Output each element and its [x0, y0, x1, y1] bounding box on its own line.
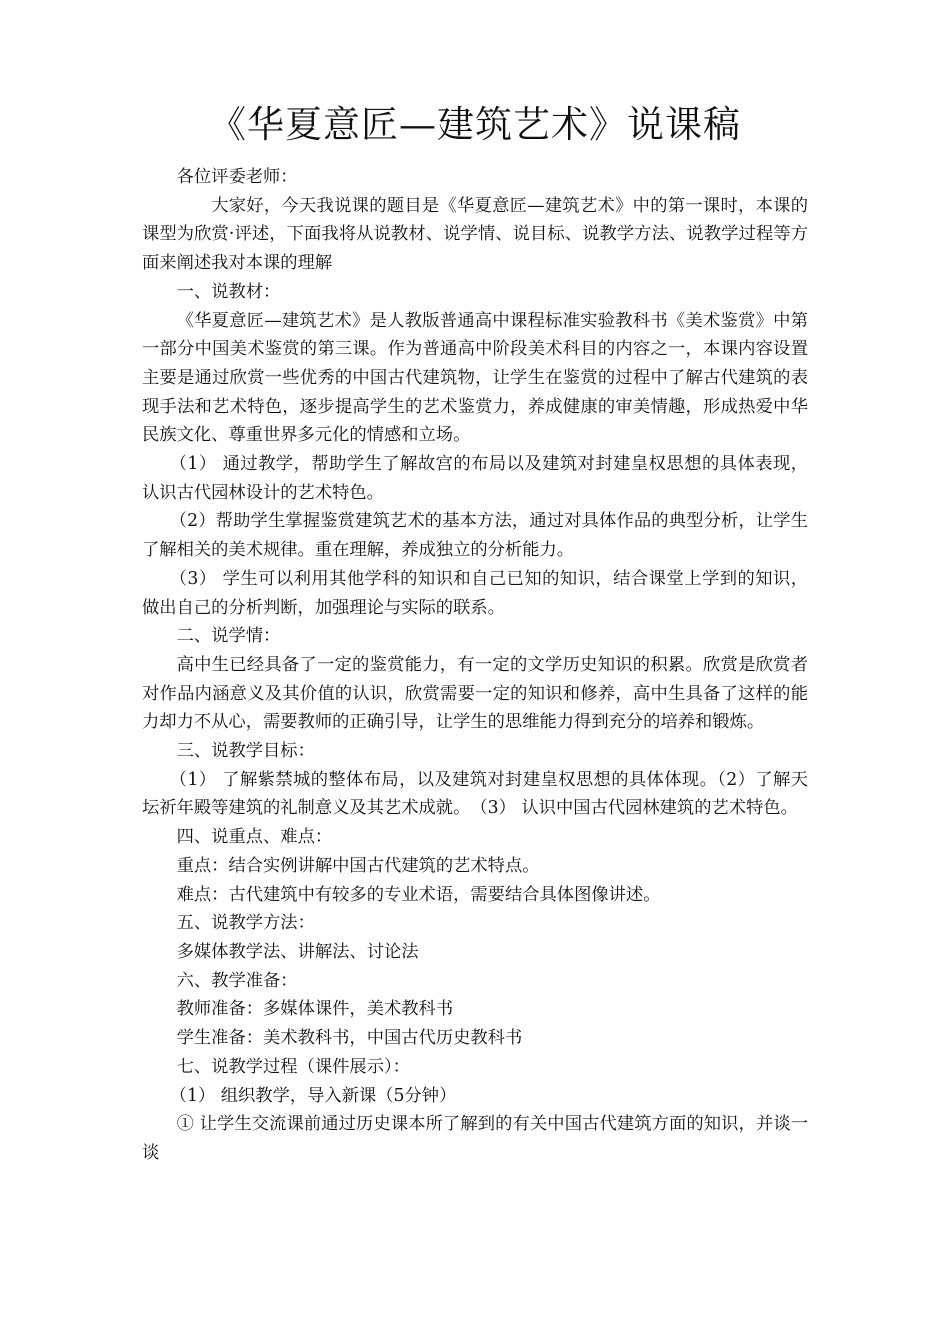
document-title: 《华夏意匠—建筑艺术》说课稿	[209, 103, 741, 146]
salutation: 各位评委老师：	[176, 167, 298, 187]
methods-text: 多媒体教学法、讲解法、讨论法	[176, 941, 419, 962]
students-paragraph: 高中生已经具备了一定的鉴赏能力，有一定的文学历史知识的积累。欣赏是欣赏者对作品内涵意义及其价值的认识，欣赏需要一定的知识和修养，高中生具备了这样的能力却力不从心，需要教师的正确引导，让学生的思维能力得到充分的培养和锻炼。	[142, 654, 808, 733]
textbook-paragraph: 《华夏意匠—建筑艺术》是人教版普通高中课程标准实验教科书《美术鉴赏》中第一部分中国美术鉴赏的第三课。作为普通高中阶段美术科目的内容之一，本课内容设置主要是通过欣赏一些优秀的中国古代建筑物，让学生在鉴赏的过程中了解古代建筑的表现手法和艺术特色，逐步提高学生的艺术鉴赏力，养成健康的审美情趣，形成热爱中华民族文化、尊重世界多元化的情感和立场。	[142, 310, 808, 446]
section-heading-key-points: 四、说重点、难点：	[176, 827, 333, 848]
teacher-preparation: 教师准备：多媒体课件，美术教科书	[176, 999, 454, 1020]
student-preparation: 学生准备：美术教科书，中国古代历史教科书	[176, 1028, 523, 1049]
section-heading-methods: 五、说教学方法：	[176, 913, 315, 934]
process-step-1: （1） 组织教学，导入新课（5分钟）	[169, 1085, 457, 1106]
intro-paragraph: 大家好，今天我说课的题目是《华夏意匠—建筑艺术》中的第一课时，本课的课型为欣赏·评述，下面我将从说教材、说学情、说目标、说教学方法、说教学过程等方面来阐述我对本课的理解	[142, 195, 808, 274]
textbook-item-3: （3） 学生可以利用其他学科的知识和自己已知的知识，结合课堂上学到的知识，做出自己的分析判断，加强理论与实际的联系。	[142, 568, 808, 618]
section-heading-objectives: 三、说教学目标：	[176, 741, 315, 762]
document-body	[142, 163, 808, 1168]
textbook-item-1: （1） 通过教学，帮助学生了解故宫的布局以及建筑对封建皇权思想的具体表现，认识古代园林设计的艺术特色。	[142, 454, 808, 503]
key-point: 重点：结合实例讲解中国古代建筑的艺术特点。	[176, 855, 540, 876]
section-heading-students: 二、说学情：	[176, 626, 281, 647]
process-step-1-detail: ① 让学生交流课前通过历史课本所了解到的有关中国古代建筑方面的知识，并谈一谈	[142, 1114, 808, 1163]
objectives-paragraph: （1） 了解紫禁城的整体布局，以及建筑对封建皇权思想的具体体现。（2）了解天坛祈年殿等建筑的礼制意义及其艺术成就。 （3） 认识中国古代园林建筑的艺术特色。	[142, 769, 808, 819]
difficult-point: 难点：古代建筑中有较多的专业术语，需要结合具体图像讲述。	[176, 884, 661, 905]
section-heading-textbook: 一、说教材：	[176, 281, 281, 302]
section-heading-preparation: 六、教学准备：	[176, 970, 298, 991]
textbook-item-2: （2）帮助学生掌握鉴赏建筑艺术的基本方法，通过对具体作品的典型分析，让学生了解相关的美术规律。重在理解，养成独立的分析能力。	[142, 511, 808, 561]
section-heading-process: 七、说教学过程（课件展示）：	[176, 1056, 410, 1077]
